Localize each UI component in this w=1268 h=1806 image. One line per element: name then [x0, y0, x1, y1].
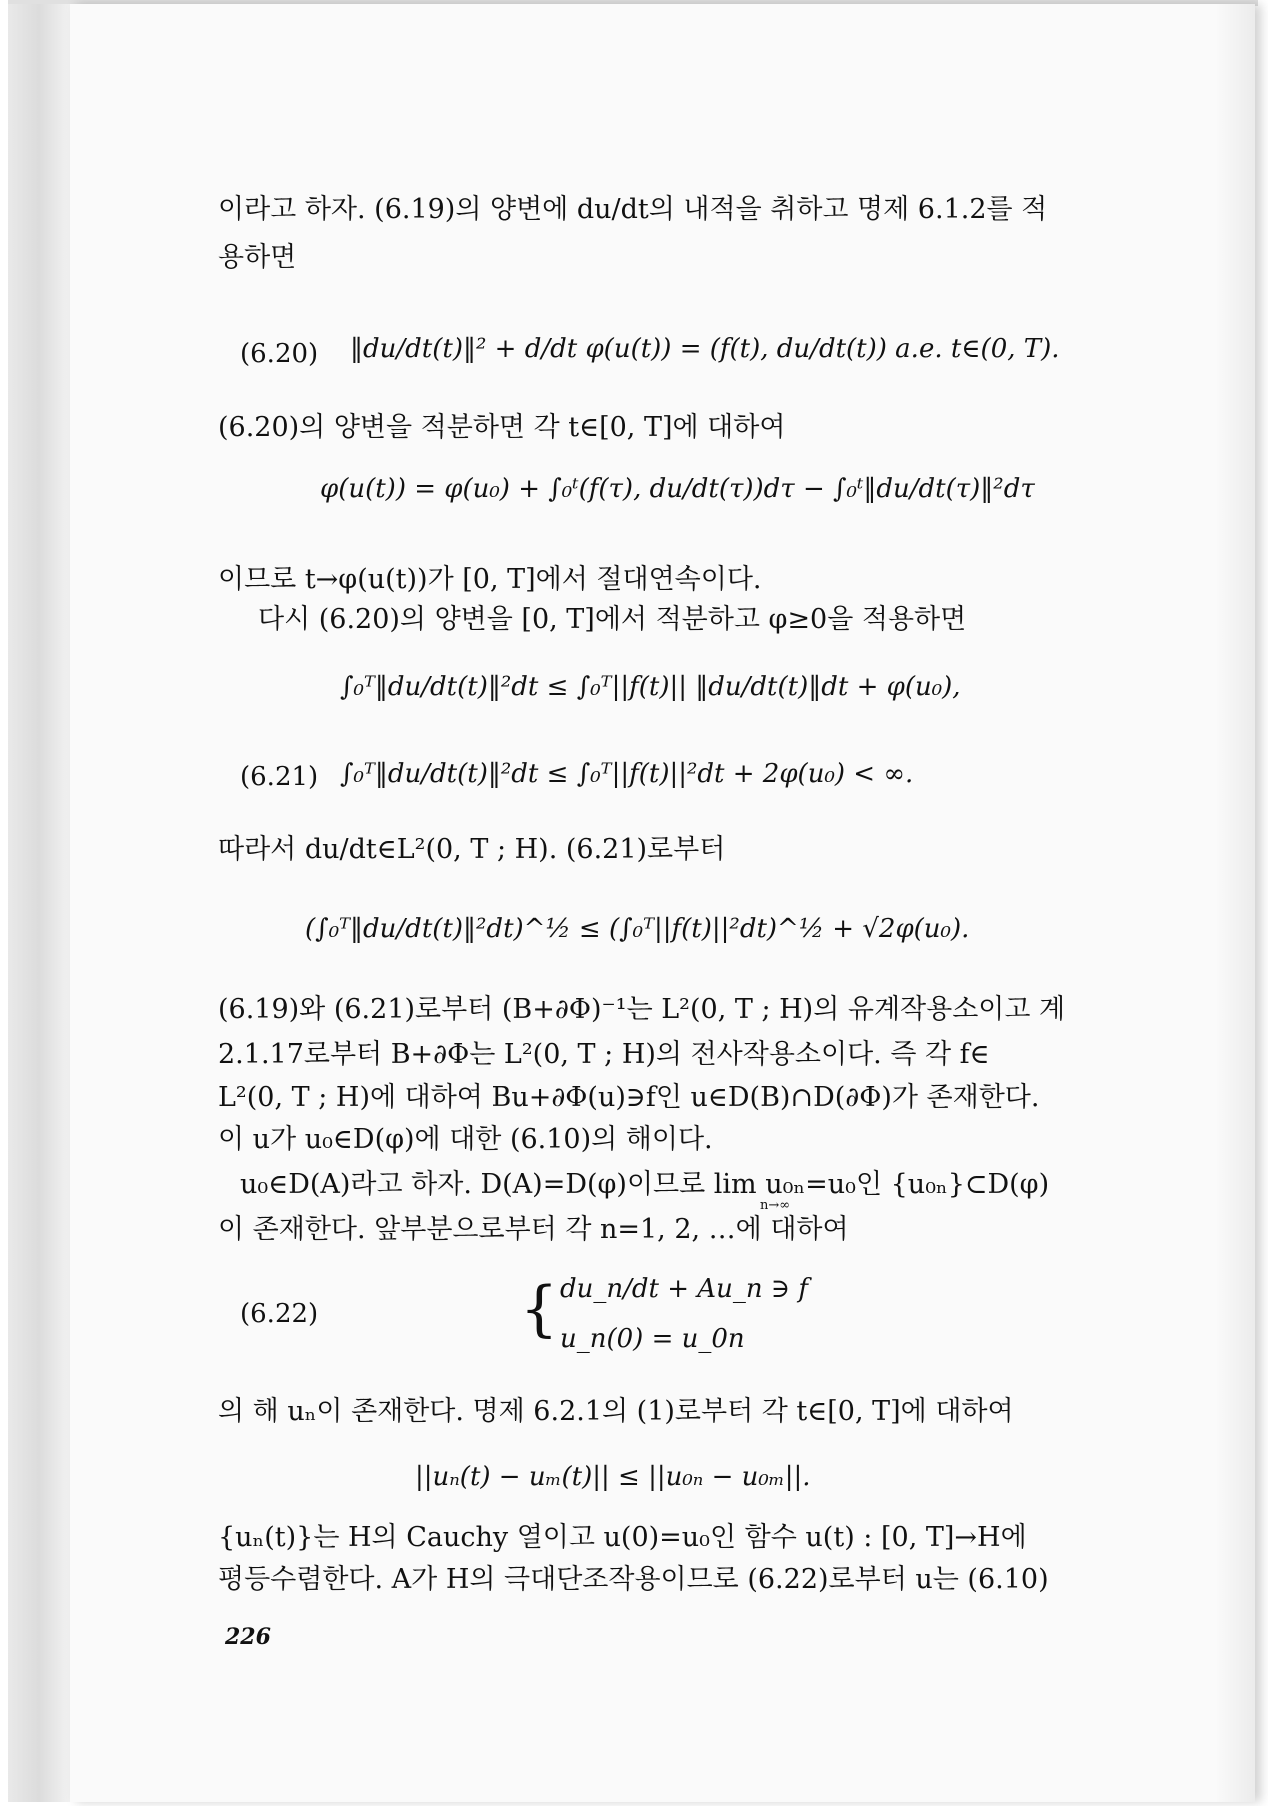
equation-6-22-brace: {	[520, 1274, 559, 1344]
equation-number-6-21: (6.21)	[240, 762, 319, 792]
text-line-8: 2.1.17로부터 B+∂Φ는 L²(0, T ; H)의 전사작용소이다. 즉 각 f∈	[218, 1039, 990, 1070]
equation-6-21: ∫₀ᵀ‖du/dt(t)‖²dt ≤ ∫₀ᵀ||f(t)||²dt + 2φ(u₀) < ∞.	[340, 759, 914, 789]
book-side-edge	[8, 4, 71, 1802]
text-line-10: 이 u가 u₀∈D(φ)에 대한 (6.10)의 해이다.	[218, 1124, 713, 1155]
text-line-15: 평등수렴한다. A가 H의 극대단조작용이므로 (6.22)로부터 u는 (6.10)	[218, 1564, 1049, 1595]
text-line-5: 다시 (6.20)의 양변을 [0, T]에서 적분하고 φ≥0을 적용하면	[258, 604, 967, 635]
text-line-1: 이라고 하자. (6.19)의 양변에 du/dt의 내적을 취하고 명제 6.1.2를 적	[218, 194, 1048, 225]
page-number: 226	[225, 1624, 271, 1650]
equation-number-6-20: (6.20)	[240, 339, 319, 369]
equation-number-6-22: (6.22)	[240, 1299, 319, 1329]
equation-6-20: ‖du/dt(t)‖² + d/dt φ(u(t)) = (f(t), du/dt(t)) a.e. t∈(0, T).	[350, 334, 1060, 364]
text-line-11: u₀∈D(A)라고 하자. D(A)=D(φ)이므로 lim u₀ₙ=u₀인 {u₀ₙ}⊂D(φ)	[240, 1169, 1050, 1200]
page-shadow	[1215, 4, 1255, 1802]
equation-norm-bound: (∫₀ᵀ‖du/dt(t)‖²dt)^½ ≤ (∫₀ᵀ||f(t)||²dt)^½ + √2φ(u₀).	[305, 914, 970, 944]
equation-cauchy-bound: ||uₙ(t) − uₘ(t)|| ≤ ||u₀ₙ − u₀ₘ||.	[415, 1462, 811, 1492]
equation-integral-inequality: ∫₀ᵀ‖du/dt(t)‖²dt ≤ ∫₀ᵀ||f(t)|| ‖du/dt(t)‖dt + φ(u₀),	[340, 672, 961, 702]
text-line-2: 용하면	[218, 242, 297, 273]
text-line-6: 따라서 du/dt∈L²(0, T ; H). (6.21)로부터	[218, 834, 726, 865]
text-line-14: {uₙ(t)}는 H의 Cauchy 열이고 u(0)=u₀인 함수 u(t) : [0, T]→H에	[218, 1522, 1027, 1553]
book-page	[70, 4, 1255, 1802]
equation-phi-integral: φ(u(t)) = φ(u₀) + ∫₀ᵗ(f(τ), du/dt(τ))dτ − ∫₀ᵗ‖du/dt(τ)‖²dτ	[320, 474, 1035, 504]
text-line-13: 의 해 uₙ이 존재한다. 명제 6.2.1의 (1)로부터 각 t∈[0, T]에 대하여	[218, 1396, 1014, 1427]
text-line-3: (6.20)의 양변을 적분하면 각 t∈[0, T]에 대하여	[218, 412, 786, 443]
equation-6-22-line2: u_n(0) = u_0n	[560, 1324, 745, 1354]
limit-subscript: n→∞	[760, 1198, 791, 1213]
text-line-9: L²(0, T ; H)에 대하여 Bu+∂Φ(u)∋f인 u∈D(B)∩D(∂Φ)가 존재한다.	[218, 1082, 1040, 1113]
text-line-7: (6.19)와 (6.21)로부터 (B+∂Φ)⁻¹는 L²(0, T ; H)의 유계작용소이고 계	[218, 994, 1066, 1025]
text-line-12: 이 존재한다. 앞부분으로부터 각 n=1, 2, …에 대하여	[218, 1214, 849, 1245]
equation-6-22-line1: du_n/dt + Au_n ∋ f	[560, 1274, 808, 1304]
text-line-4: 이므로 t→φ(u(t))가 [0, T]에서 절대연속이다.	[218, 564, 762, 595]
